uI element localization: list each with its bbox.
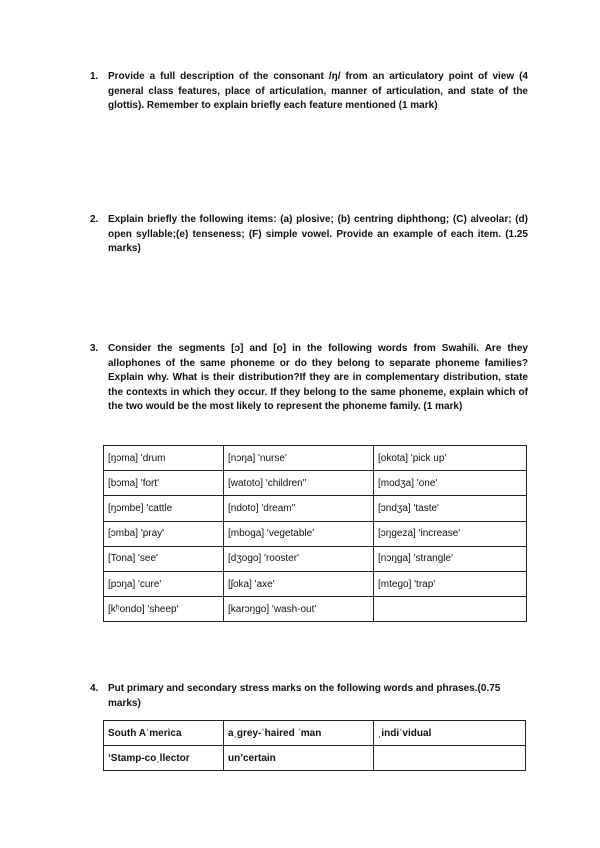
question-text: Consider the segments [ɔ] and [o] in the following words from Swahili. Are they allophones of the same phoneme or do they belong to separate phoneme families? Explain why. What is their distribution?If they are in complementary distribution, state the contexts in which they occur. If they belong to the same phoneme, explain which of the two would be the most likely to represent the phoneme family. (1 mark) [108, 343, 528, 413]
table-row [104, 521, 527, 546]
table-cell: [ɔŋgeza] 'increase' [374, 521, 527, 546]
question-number: 1. [90, 71, 99, 82]
table-row [104, 597, 527, 622]
table-row [104, 546, 527, 571]
table-cell: [ŋɔma] 'drum [104, 446, 224, 471]
table-row [104, 746, 526, 771]
table-cell: [ndoto] 'dream" [224, 496, 374, 521]
table-cell: [nɔŋa] 'nurse' [224, 446, 374, 471]
table-cell: [ɔmba] 'pray' [104, 521, 224, 546]
question-text: Provide a full description of the consonant /ŋ/ from an articulatory point of view (4 general class features, place of articulation, manner of articulation, and state of the glottis). Remember to explain briefly each feature mentioned (1 mark) [108, 71, 528, 112]
question-4 [90, 682, 528, 711]
table-cell: un’certain [224, 746, 374, 771]
question-number: 4. [90, 683, 99, 694]
table-cell: [mboga] 'vegetable' [224, 521, 374, 546]
table-row [104, 496, 527, 521]
table-cell: [dʒogo] 'rooster' [224, 546, 374, 571]
question-number: 3. [90, 343, 99, 354]
table-cell: [ɔndʒa] 'taste' [374, 496, 527, 521]
table-cell [374, 597, 527, 622]
table-row [104, 721, 526, 746]
table-cell: South Aˈmerica [104, 721, 224, 746]
table-cell: [nɔŋga] 'strangle' [374, 546, 527, 571]
question-text: Put primary and secondary stress marks on the following words and phrases.(0.75 marks) [108, 683, 501, 709]
swahili-words-table [103, 445, 527, 622]
question-2 [90, 213, 528, 257]
table-cell: [modʒa] 'one' [374, 471, 527, 496]
question-1 [90, 70, 528, 114]
table-row [104, 571, 527, 596]
question-3 [90, 342, 528, 415]
table-cell: aˌgrey-ˈhaired ˈman [224, 721, 374, 746]
table-cell: [bɔma] 'fort' [104, 471, 224, 496]
table-cell: [okota] 'pick up' [374, 446, 527, 471]
table-cell: [kʰondo] 'sheep' [104, 597, 224, 622]
table-row [104, 471, 527, 496]
table-cell: [karɔŋgo] 'wash-out' [224, 597, 374, 622]
table-cell: [watoto] 'children" [224, 471, 374, 496]
table-cell: [mtego] 'trap' [374, 571, 527, 596]
question-number: 2. [90, 214, 99, 225]
table-cell: ‘Stamp-coˌllector [104, 746, 224, 771]
table-cell: [Tona] 'see' [104, 546, 224, 571]
table-cell [374, 746, 526, 771]
table-cell: [ʃoka] 'axe' [224, 571, 374, 596]
table-cell: ˌindiˈvidual [374, 721, 526, 746]
stress-marks-table [103, 720, 526, 771]
table-row [104, 446, 527, 471]
table-cell: [ŋɔmbe] 'cattle [104, 496, 224, 521]
question-text: Explain briefly the following items: (a) plosive; (b) centring diphthong; (C) alveolar; (d) open syllable;(e) tenseness; (F) simple vowel. Provide an example of each item. (1.25 marks) [108, 214, 528, 255]
table-cell: [pɔŋa] 'cure' [104, 571, 224, 596]
